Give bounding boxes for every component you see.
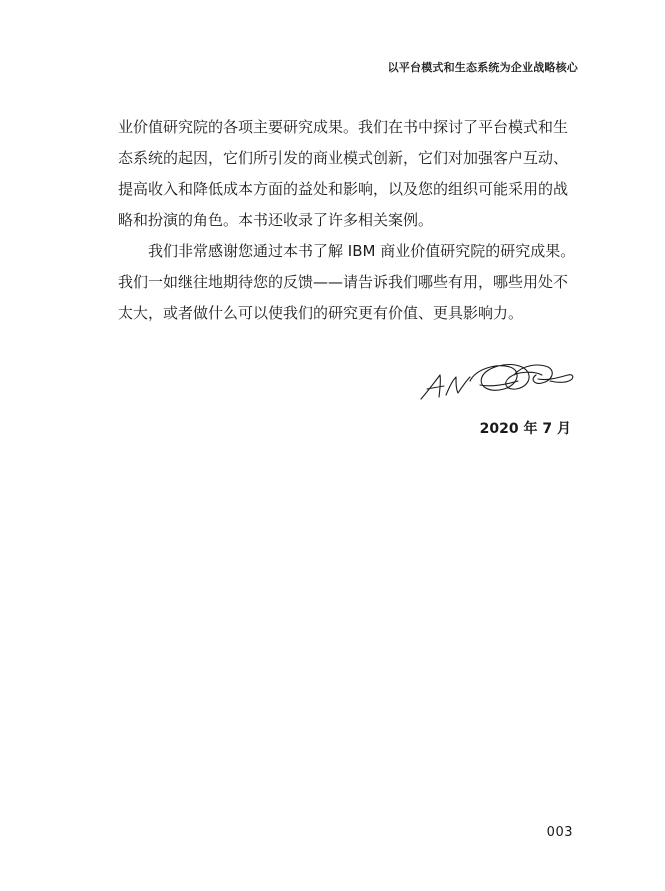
paragraph-2-line: 太大，或者做什么可以使我们的研究更有价值、更具影响力。 xyxy=(118,304,524,322)
signature-date: 2020 年 7 月 xyxy=(479,421,571,437)
page-number: 003 xyxy=(546,825,573,840)
paragraph-1-line: 略和扮演的角色。本书还收录了许多相关案例。 xyxy=(118,211,434,229)
paragraph-1 xyxy=(118,112,586,236)
paragraph-2 xyxy=(118,236,586,329)
signature-drawing xyxy=(418,355,578,411)
paragraph-1-line: 提高收入和降低成本方面的益处和影响，以及您的组织可能采用的战 xyxy=(118,180,569,198)
paragraph-2-line: 我们非常感谢您通过本书了解 IBM 商业价值研究院的研究成果。 xyxy=(148,242,576,260)
paragraph-2-line: 我们一如继往地期待您的反馈——请告诉我们哪些有用，哪些用处不 xyxy=(118,273,569,291)
paragraph-1-line: 态系统的起因，它们所引发的商业模式创新，它们对加强客户互动、 xyxy=(118,149,569,167)
handwritten-signature xyxy=(418,355,578,411)
paragraph-1-line: 业价值研究院的各项主要研究成果。我们在书中探讨了平台模式和生 xyxy=(118,118,569,136)
running-header-title: 以平台模式和生态系统为企业战略核心 xyxy=(387,61,578,74)
letter-body xyxy=(118,112,586,329)
